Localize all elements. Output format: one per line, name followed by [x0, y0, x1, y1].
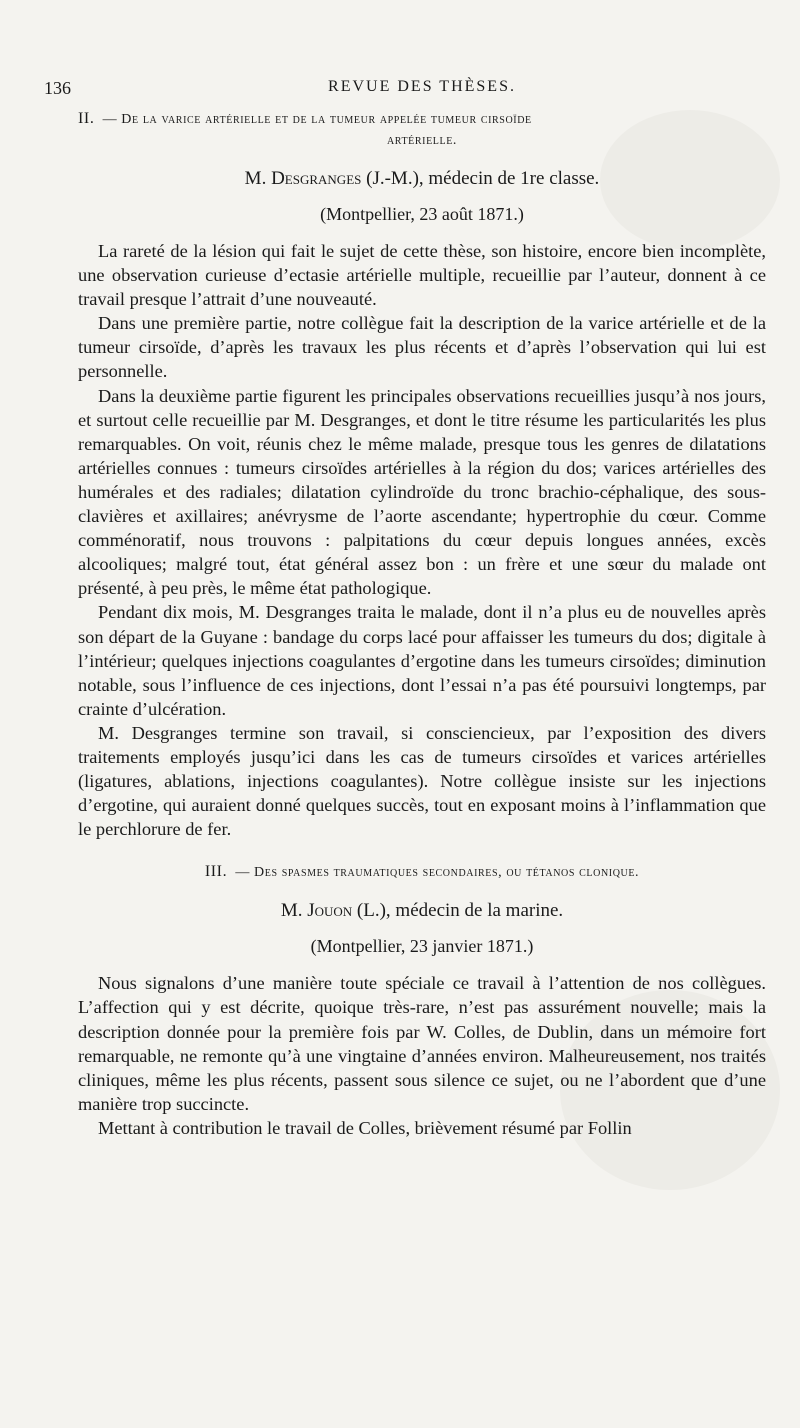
section-3-dash: — — [235, 865, 250, 881]
section-3 — [78, 861, 766, 1140]
paragraph: Dans une première partie, notre collègue fait la description de la varice artérielle et de la tumeur cirsoïde, d’après les travaux les plus récents et d’après l’observation qui lui est personnelle. — [78, 313, 766, 382]
section-2-title — [78, 108, 766, 151]
paragraph: Dans la deuxième partie figurent les principales observations recueillies jusqu’à nos jours, et surtout celle recueillie par M. Desgranges, et dont le titre résume les particularités les plus remarquables. On voit, réunis chez le même malade, presque tous les genres de dilatations artérielles connues : tumeurs cirsoïdes artérielles à la région du dos; varices artérielles des humérales et des radiales; dilatation cylindroïde du tronc brachio-céphalique, des sous-clavières et axillaires; anévrysme de l’aorte ascendante; hypertrophie du cœur. Comme comménoratif, nous trouvons : palpitations du cœur depuis longues années, excès alcooliques; malgré tout, état général assez bon : un frère et une sœur du malade ont présenté, à peu près, le même état pathologique. — [78, 385, 766, 599]
author-name: Desgranges — [271, 168, 362, 189]
section-2-title-continuation: artérielle. — [386, 133, 458, 148]
running-head — [44, 72, 766, 108]
document-page — [44, 72, 766, 1140]
section-2-location-date: (Montpellier, 23 août 1871.) — [320, 204, 524, 224]
section-2-number: II. — [78, 110, 95, 127]
paragraph: Mettant à contribution le travail de Colles, brièvement résumé par Follin — [98, 1117, 632, 1138]
section-3-author — [78, 897, 766, 925]
section-3-location-date: (Montpellier, 23 janvier 1871.) — [310, 936, 534, 957]
paragraph: M. Desgranges termine son travail, si consciencieux, par l’exposition des divers traitements employés jusqu’ici dans les cas de tumeurs cirsoïdes et varices artérielles (ligatures, ablations, injections coagulantes). Notre collègue insiste sur les injections d’ergotine, qui auraient donné quelques succès, tout en exposant moins à l’inflammation que le perchlorure de fer. — [78, 722, 766, 840]
author-prefix: M. — [244, 168, 267, 189]
author-details: (J.-M.), médecin de 1re classe. — [366, 168, 600, 189]
journal-title: REVUE DES THÈSES. — [328, 78, 516, 95]
paragraph: Pendant dix mois, M. Desgranges traita le malade, dont il n’a plus eu de nouvelles après son départ de la Guyane : bandage du corps lacé pour affaisser les tumeurs du dos; digitale à l’intérieur; quelques injections coagulantes d’ergotine dans les tumeurs cirsoïdes; diminution notable, sous l’influence de ces injections, dont l’essai n’a pas été poursuivi longtemps, par crainte d’ulcération. — [78, 602, 766, 719]
section-3-title — [78, 861, 766, 883]
section-3-title-text: Des spasmes traumatiques secondaires, ou tétanos clonique. — [254, 865, 640, 881]
section-2-author — [78, 165, 766, 193]
section-2-dash: — — [102, 112, 118, 127]
section-2 — [78, 108, 766, 841]
author-prefix: M. — [280, 900, 303, 922]
section-2-title-text: De la varice artérielle et de la tumeur appelée tumeur cirsoïde — [121, 112, 532, 127]
paragraph: La rareté de la lésion qui fait le sujet de cette thèse, son histoire, encore bien incomplète, une observation curieuse d’ectasie artérielle multiple, recueillie par l’auteur, donnent à ce travail presque l’attrait d’une nouveauté. — [78, 241, 766, 310]
author-name: Jouon — [307, 900, 353, 922]
section-3-number: III. — [204, 863, 228, 881]
page-number: 136 — [44, 78, 71, 98]
paragraph: Nous signalons d’une manière toute spéciale ce travail à l’attention de nos collègues. L’affection qui y est décrite, quoique très-rare, n’est pas assurément nouvelle; mais la description donnée pour la première fois par W. Colles, de Dublin, dans un mémoire fort remarquable, ne remonte qu’à une vingtaine d’années environ. Malheureusement, nos traités cliniques, même les plus récents, passent sous silence ce sujet, ou ne l’abordent que d’une manière trop succincte. — [78, 973, 766, 1114]
author-details: (L.), médecin de la marine. — [356, 900, 564, 922]
